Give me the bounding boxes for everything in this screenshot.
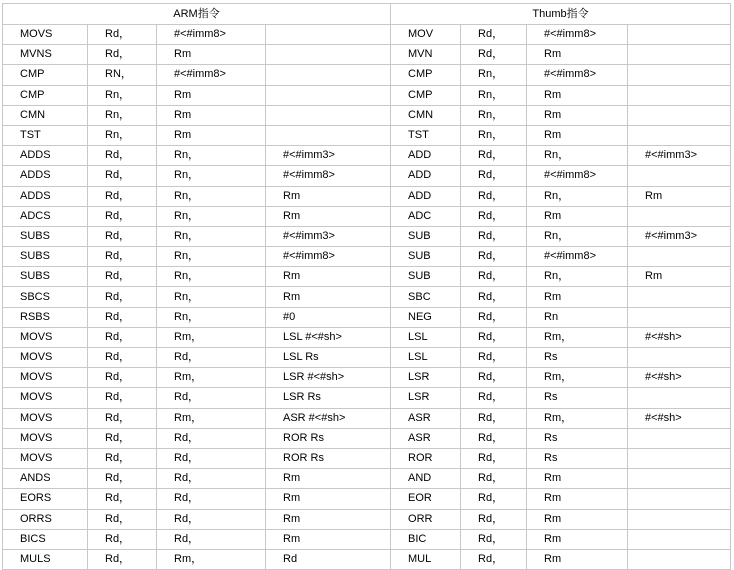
- thumb-op3-cell: [628, 448, 731, 468]
- table-row: [3, 247, 731, 267]
- table-row: [3, 25, 731, 45]
- thumb-op1-cell: Rd，: [461, 267, 527, 287]
- thumb-op2-cell: Rn，: [527, 267, 628, 287]
- arm-mnemonic-cell: SBCS: [3, 287, 88, 307]
- table-row: [3, 287, 731, 307]
- thumb-mnemonic-cell: MUL: [391, 549, 461, 569]
- thumb-op2-cell: #<#imm8>: [527, 166, 628, 186]
- table-row: [3, 408, 731, 428]
- table-row: [3, 469, 731, 489]
- thumb-mnemonic-cell: MVN: [391, 45, 461, 65]
- arm-op2-cell: Rd，: [157, 529, 266, 549]
- thumb-mnemonic-cell: LSR: [391, 368, 461, 388]
- arm-op2-cell: Rd，: [157, 489, 266, 509]
- thumb-op2-cell: Rm: [527, 549, 628, 569]
- arm-op1-cell: Rd，: [88, 549, 157, 569]
- instruction-table: [2, 3, 731, 570]
- thumb-op3-cell: [628, 166, 731, 186]
- thumb-op3-cell: [628, 125, 731, 145]
- arm-op3-cell: [266, 45, 391, 65]
- thumb-op2-cell: Rm: [527, 45, 628, 65]
- table-row: [3, 348, 731, 368]
- arm-op3-cell: #<#imm8>: [266, 166, 391, 186]
- thumb-op2-cell: Rs: [527, 388, 628, 408]
- arm-op2-cell: Rd，: [157, 388, 266, 408]
- arm-op3-cell: [266, 65, 391, 85]
- arm-mnemonic-cell: MOVS: [3, 368, 88, 388]
- thumb-op3-cell: #<#sh>: [628, 368, 731, 388]
- thumb-op3-cell: [628, 529, 731, 549]
- table-row: [3, 85, 731, 105]
- arm-mnemonic-cell: MULS: [3, 549, 88, 569]
- thumb-mnemonic-cell: CMP: [391, 65, 461, 85]
- thumb-op2-cell: Rm: [527, 206, 628, 226]
- thumb-op1-cell: Rd，: [461, 489, 527, 509]
- table-row: [3, 549, 731, 569]
- arm-op3-cell: [266, 25, 391, 45]
- table-row: [3, 489, 731, 509]
- table-row: [3, 146, 731, 166]
- arm-mnemonic-cell: SUBS: [3, 267, 88, 287]
- thumb-op2-cell: #<#imm8>: [527, 65, 628, 85]
- thumb-op2-cell: Rm: [527, 489, 628, 509]
- arm-op2-cell: Rm，: [157, 408, 266, 428]
- thumb-op2-cell: Rs: [527, 348, 628, 368]
- thumb-op2-cell: Rm: [527, 85, 628, 105]
- thumb-mnemonic-cell: SUB: [391, 247, 461, 267]
- table-row: [3, 509, 731, 529]
- arm-mnemonic-cell: MOVS: [3, 408, 88, 428]
- thumb-op2-cell: Rm: [527, 529, 628, 549]
- arm-mnemonic-cell: CMP: [3, 85, 88, 105]
- thumb-mnemonic-cell: SBC: [391, 287, 461, 307]
- thumb-op2-cell: Rm，: [527, 368, 628, 388]
- table-row: [3, 307, 731, 327]
- thumb-mnemonic-cell: EOR: [391, 489, 461, 509]
- arm-mnemonic-cell: SUBS: [3, 226, 88, 246]
- arm-op2-cell: Rn，: [157, 166, 266, 186]
- arm-op1-cell: Rd，: [88, 287, 157, 307]
- thumb-op3-cell: [628, 85, 731, 105]
- thumb-mnemonic-cell: BIC: [391, 529, 461, 549]
- arm-op3-cell: ASR #<#sh>: [266, 408, 391, 428]
- thumb-mnemonic-cell: ADD: [391, 186, 461, 206]
- thumb-op1-cell: Rd，: [461, 529, 527, 549]
- arm-op3-cell: #0: [266, 307, 391, 327]
- thumb-op1-cell: Rd，: [461, 186, 527, 206]
- arm-op2-cell: Rn，: [157, 307, 266, 327]
- thumb-mnemonic-cell: LSL: [391, 348, 461, 368]
- table-row: [3, 226, 731, 246]
- table-row: [3, 166, 731, 186]
- arm-op1-cell: Rd，: [88, 226, 157, 246]
- arm-mnemonic-cell: CMP: [3, 65, 88, 85]
- thumb-op1-cell: Rn，: [461, 85, 527, 105]
- thumb-op1-cell: Rd，: [461, 206, 527, 226]
- arm-op3-cell: Rm: [266, 489, 391, 509]
- arm-mnemonic-cell: MVNS: [3, 45, 88, 65]
- arm-op3-cell: #<#imm8>: [266, 247, 391, 267]
- arm-mnemonic-cell: BICS: [3, 529, 88, 549]
- arm-op1-cell: Rd，: [88, 368, 157, 388]
- arm-op2-cell: Rn，: [157, 226, 266, 246]
- thumb-op3-cell: [628, 105, 731, 125]
- arm-op2-cell: Rn，: [157, 186, 266, 206]
- thumb-op1-cell: Rd，: [461, 549, 527, 569]
- arm-op3-cell: LSL #<#sh>: [266, 327, 391, 347]
- arm-op3-cell: ROR Rs: [266, 428, 391, 448]
- arm-op1-cell: Rd，: [88, 25, 157, 45]
- arm-op3-cell: LSR Rs: [266, 388, 391, 408]
- arm-op3-cell: [266, 105, 391, 125]
- thumb-mnemonic-cell: ORR: [391, 509, 461, 529]
- arm-op1-cell: Rd，: [88, 509, 157, 529]
- thumb-op2-cell: Rn: [527, 307, 628, 327]
- arm-op3-cell: Rm: [266, 206, 391, 226]
- thumb-op1-cell: Rn，: [461, 105, 527, 125]
- arm-op1-cell: Rn，: [88, 125, 157, 145]
- thumb-op3-cell: [628, 307, 731, 327]
- thumb-mnemonic-cell: AND: [391, 469, 461, 489]
- table-row: [3, 529, 731, 549]
- arm-op3-cell: Rm: [266, 267, 391, 287]
- arm-op1-cell: Rn，: [88, 85, 157, 105]
- thumb-op3-cell: [628, 206, 731, 226]
- arm-mnemonic-cell: ANDS: [3, 469, 88, 489]
- thumb-op2-cell: Rs: [527, 428, 628, 448]
- table-row: [3, 186, 731, 206]
- thumb-op3-cell: Rm: [628, 267, 731, 287]
- arm-mnemonic-cell: MOVS: [3, 25, 88, 45]
- thumb-mnemonic-cell: CMP: [391, 85, 461, 105]
- arm-op3-cell: Rd: [266, 549, 391, 569]
- thumb-op2-cell: #<#imm8>: [527, 247, 628, 267]
- arm-op3-cell: Rm: [266, 509, 391, 529]
- arm-mnemonic-cell: RSBS: [3, 307, 88, 327]
- thumb-op2-cell: Rm: [527, 125, 628, 145]
- arm-mnemonic-cell: CMN: [3, 105, 88, 125]
- arm-op2-cell: Rd，: [157, 469, 266, 489]
- table-row: [3, 428, 731, 448]
- thumb-op1-cell: Rd，: [461, 247, 527, 267]
- thumb-op2-cell: Rs: [527, 448, 628, 468]
- arm-op2-cell: Rd，: [157, 348, 266, 368]
- thumb-op2-cell: #<#imm8>: [527, 25, 628, 45]
- thumb-op2-cell: Rm，: [527, 408, 628, 428]
- thumb-mnemonic-cell: CMN: [391, 105, 461, 125]
- arm-op1-cell: Rd，: [88, 247, 157, 267]
- table-body: [3, 25, 731, 570]
- arm-op1-cell: Rd，: [88, 166, 157, 186]
- arm-mnemonic-cell: ADDS: [3, 146, 88, 166]
- arm-op2-cell: Rm: [157, 85, 266, 105]
- thumb-op3-cell: [628, 247, 731, 267]
- arm-op1-cell: Rd，: [88, 45, 157, 65]
- thumb-op1-cell: Rd，: [461, 226, 527, 246]
- table-row: [3, 388, 731, 408]
- arm-op1-cell: Rd，: [88, 408, 157, 428]
- arm-op2-cell: Rm，: [157, 327, 266, 347]
- table-row: [3, 267, 731, 287]
- arm-mnemonic-cell: ORRS: [3, 509, 88, 529]
- thumb-op3-cell: [628, 287, 731, 307]
- thumb-op1-cell: Rd，: [461, 25, 527, 45]
- arm-op1-cell: Rd，: [88, 428, 157, 448]
- arm-op2-cell: Rm，: [157, 368, 266, 388]
- thumb-op1-cell: Rd，: [461, 509, 527, 529]
- arm-op3-cell: Rm: [266, 287, 391, 307]
- table-row: [3, 105, 731, 125]
- arm-mnemonic-cell: ADDS: [3, 166, 88, 186]
- arm-op3-cell: [266, 125, 391, 145]
- arm-mnemonic-cell: ADCS: [3, 206, 88, 226]
- thumb-op3-cell: [628, 509, 731, 529]
- thumb-mnemonic-cell: SUB: [391, 267, 461, 287]
- arm-op2-cell: Rd，: [157, 428, 266, 448]
- arm-op2-cell: Rm，: [157, 549, 266, 569]
- thumb-op3-cell: #<#sh>: [628, 327, 731, 347]
- arm-op1-cell: Rd，: [88, 489, 157, 509]
- thumb-op3-cell: [628, 348, 731, 368]
- thumb-op1-cell: Rd，: [461, 348, 527, 368]
- arm-mnemonic-cell: ADDS: [3, 186, 88, 206]
- thumb-op1-cell: Rd，: [461, 469, 527, 489]
- arm-op3-cell: LSL Rs: [266, 348, 391, 368]
- arm-header: ARM指令: [3, 4, 391, 25]
- thumb-op1-cell: Rd，: [461, 307, 527, 327]
- arm-op1-cell: Rn，: [88, 105, 157, 125]
- thumb-op3-cell: [628, 25, 731, 45]
- arm-op3-cell: LSR #<#sh>: [266, 368, 391, 388]
- table-row: [3, 368, 731, 388]
- arm-op2-cell: Rd，: [157, 509, 266, 529]
- thumb-mnemonic-cell: MOV: [391, 25, 461, 45]
- arm-op2-cell: Rn，: [157, 206, 266, 226]
- arm-op3-cell: Rm: [266, 186, 391, 206]
- thumb-header: Thumb指令: [391, 4, 731, 25]
- header-row: [3, 4, 731, 25]
- thumb-op3-cell: #<#sh>: [628, 408, 731, 428]
- arm-op2-cell: Rn，: [157, 146, 266, 166]
- arm-op3-cell: #<#imm3>: [266, 226, 391, 246]
- arm-op1-cell: Rd，: [88, 448, 157, 468]
- arm-op2-cell: #<#imm8>: [157, 65, 266, 85]
- arm-op1-cell: Rd，: [88, 388, 157, 408]
- arm-op1-cell: Rd，: [88, 206, 157, 226]
- thumb-op1-cell: Rd，: [461, 45, 527, 65]
- thumb-mnemonic-cell: ADD: [391, 146, 461, 166]
- thumb-mnemonic-cell: ASR: [391, 428, 461, 448]
- table-row: [3, 65, 731, 85]
- table-row: [3, 125, 731, 145]
- arm-mnemonic-cell: MOVS: [3, 428, 88, 448]
- thumb-op3-cell: #<#imm3>: [628, 146, 731, 166]
- arm-op2-cell: Rm: [157, 125, 266, 145]
- arm-op2-cell: Rm: [157, 45, 266, 65]
- arm-op3-cell: Rm: [266, 469, 391, 489]
- thumb-op2-cell: Rn，: [527, 186, 628, 206]
- thumb-op1-cell: Rd，: [461, 368, 527, 388]
- arm-op3-cell: ROR Rs: [266, 448, 391, 468]
- thumb-op1-cell: Rd，: [461, 388, 527, 408]
- thumb-op1-cell: Rd，: [461, 448, 527, 468]
- thumb-mnemonic-cell: TST: [391, 125, 461, 145]
- arm-mnemonic-cell: MOVS: [3, 327, 88, 347]
- thumb-op1-cell: Rd，: [461, 327, 527, 347]
- thumb-op1-cell: Rd，: [461, 287, 527, 307]
- arm-op3-cell: Rm: [266, 529, 391, 549]
- arm-op2-cell: Rn，: [157, 267, 266, 287]
- arm-op1-cell: Rd，: [88, 146, 157, 166]
- arm-op1-cell: Rd，: [88, 307, 157, 327]
- arm-op3-cell: #<#imm3>: [266, 146, 391, 166]
- thumb-mnemonic-cell: NEG: [391, 307, 461, 327]
- thumb-op2-cell: Rm: [527, 509, 628, 529]
- arm-op1-cell: Rd，: [88, 529, 157, 549]
- table-row: [3, 448, 731, 468]
- thumb-op2-cell: Rn，: [527, 146, 628, 166]
- thumb-op1-cell: Rn，: [461, 125, 527, 145]
- arm-mnemonic-cell: MOVS: [3, 388, 88, 408]
- arm-op2-cell: Rm: [157, 105, 266, 125]
- thumb-mnemonic-cell: ASR: [391, 408, 461, 428]
- arm-op1-cell: RN，: [88, 65, 157, 85]
- thumb-mnemonic-cell: LSL: [391, 327, 461, 347]
- arm-op2-cell: Rd，: [157, 448, 266, 468]
- arm-mnemonic-cell: MOVS: [3, 448, 88, 468]
- thumb-op3-cell: [628, 65, 731, 85]
- thumb-op3-cell: #<#imm3>: [628, 226, 731, 246]
- table-row: [3, 327, 731, 347]
- arm-op2-cell: #<#imm8>: [157, 25, 266, 45]
- arm-op1-cell: Rd，: [88, 327, 157, 347]
- table-row: [3, 206, 731, 226]
- thumb-op3-cell: [628, 388, 731, 408]
- thumb-mnemonic-cell: SUB: [391, 226, 461, 246]
- thumb-op1-cell: Rd，: [461, 166, 527, 186]
- thumb-op2-cell: Rm: [527, 469, 628, 489]
- thumb-op3-cell: [628, 549, 731, 569]
- thumb-op1-cell: Rd，: [461, 428, 527, 448]
- thumb-op2-cell: Rm: [527, 287, 628, 307]
- thumb-mnemonic-cell: ROR: [391, 448, 461, 468]
- thumb-op2-cell: Rn，: [527, 226, 628, 246]
- arm-mnemonic-cell: EORS: [3, 489, 88, 509]
- thumb-op1-cell: Rn，: [461, 65, 527, 85]
- thumb-op3-cell: [628, 469, 731, 489]
- arm-op1-cell: Rd，: [88, 267, 157, 287]
- thumb-op1-cell: Rd，: [461, 146, 527, 166]
- thumb-mnemonic-cell: ADD: [391, 166, 461, 186]
- table-row: [3, 45, 731, 65]
- thumb-op1-cell: Rd，: [461, 408, 527, 428]
- arm-mnemonic-cell: MOVS: [3, 348, 88, 368]
- thumb-op3-cell: Rm: [628, 186, 731, 206]
- arm-op3-cell: [266, 85, 391, 105]
- arm-mnemonic-cell: TST: [3, 125, 88, 145]
- arm-op2-cell: Rn，: [157, 247, 266, 267]
- arm-op2-cell: Rn，: [157, 287, 266, 307]
- thumb-mnemonic-cell: LSR: [391, 388, 461, 408]
- thumb-mnemonic-cell: ADC: [391, 206, 461, 226]
- thumb-op2-cell: Rm: [527, 105, 628, 125]
- arm-op1-cell: Rd，: [88, 186, 157, 206]
- thumb-op3-cell: [628, 428, 731, 448]
- thumb-op3-cell: [628, 489, 731, 509]
- thumb-op2-cell: Rm，: [527, 327, 628, 347]
- arm-op1-cell: Rd，: [88, 348, 157, 368]
- arm-mnemonic-cell: SUBS: [3, 247, 88, 267]
- arm-op1-cell: Rd，: [88, 469, 157, 489]
- thumb-op3-cell: [628, 45, 731, 65]
